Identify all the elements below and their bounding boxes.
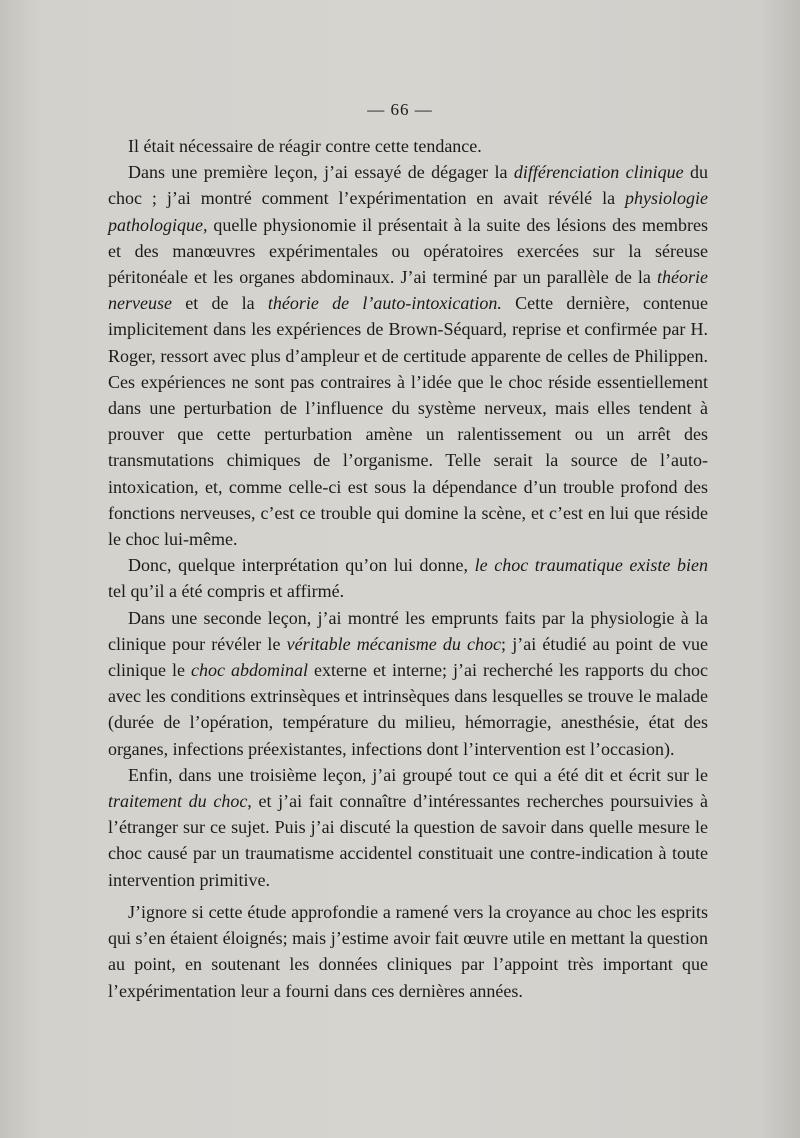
italic-term: physiologie pathologique,: [108, 188, 708, 235]
paragraph-3: [108, 552, 708, 604]
text-run: externe et interne; j’ai recherché les rapports du choc avec les conditions extrinsèques et intrinsèques dans lesquelles se trouve le malade (durée de l’opération, température du milieu, hémorragie, anesthésie, état des organes, infections préexistantes, infections dont l’intervention est l’occasion).: [108, 660, 708, 759]
italic-term: théorie de l’auto-intoxication.: [267, 293, 502, 314]
paragraph-4: [108, 605, 708, 762]
paragraph-1: [108, 133, 708, 159]
text-run: quelle physionomie il présentait à la suite des lésions des membres et des manœuvres expérimentales ou opératoires exercées sur la séreuse péritonéale et les organes abdominaux. J’ai terminé par un parallèle de la: [108, 214, 708, 288]
text-run: J’ignore si cette étude approfondie a ramené vers la croyance au choc les esprits qui s’en étaient éloignés; mais j’estime avoir fait œuvre utile en mettant la question au point, en soutenant les données cliniques par l’appoint très important que l’expérimentation leur a fourni dans ces dernières années.: [108, 901, 708, 1001]
text-run: et de la: [171, 293, 268, 314]
page-number: — 66 —: [367, 100, 433, 119]
text-run: tel qu’il a été compris et affirmé.: [108, 581, 345, 602]
text-run: Dans une seconde leçon, j’ai montré les emprunts faits par la physiologie à la clinique pour révéler le: [108, 607, 708, 654]
paragraph-5: [108, 762, 708, 893]
italic-term: théorie nerveuse: [108, 267, 708, 314]
text-run: Donc, quelque interprétation qu’on lui donne,: [128, 555, 475, 576]
italic-term: le choc traumatique existe bien: [474, 555, 708, 576]
text-run: du choc ; j’ai montré comment l’expérimentation en avait révélé la: [108, 162, 709, 209]
body-text: [108, 133, 708, 1004]
text-run: Dans une première leçon, j’ai essayé de dégager la: [128, 162, 514, 183]
text-run: ; j’ai étudié au point de vue clinique le: [108, 633, 708, 681]
italic-term: traitement du choc,: [108, 791, 252, 812]
italic-term: choc abdominal: [191, 660, 309, 681]
text-run: et j’ai fait connaître d’intéressantes recherches poursuivies à l’étranger sur ce sujet. Puis j’ai discuté la question de savoir dans quelle mesure le choc causé par un traumatisme accidentel constituait une contre-indication à toute intervention primitive.: [108, 791, 708, 890]
text-run: Cette dernière, contenue implicitement dans les expériences de Brown-Séquard, reprise et confirmée par H. Roger, ressort avec plus d’ampleur et de certitude apparente de celles de Philippen. Ces expériences ne sont pas contraires à l’idée que le choc réside essentiellement dans une perturbation de l’influence du système nerveux, mais elles tendent à prouver que cette perturbation amène un ralentissement ou un arrêt des transmutations chimiques de l’organisme. Telle serait la source de l’auto-intoxication, et, comme celle-ci est sous la dépendance d’un trouble profond des fonctions nerveuses, c’est ce trouble qui domine la scène, et c’est en lui que réside le choc lui-même.: [108, 293, 708, 550]
text-run: Il était nécessaire de réagir contre cette tendance.: [128, 136, 482, 156]
text-run: Enfin, dans une troisième leçon, j’ai groupé tout ce qui a été dit et écrit sur le: [128, 764, 708, 785]
italic-term: différenciation clinique: [513, 162, 684, 183]
paragraph-6: [108, 899, 708, 1004]
italic-term: véritable mécanisme du choc: [286, 633, 502, 654]
paragraph-2: [108, 159, 708, 552]
